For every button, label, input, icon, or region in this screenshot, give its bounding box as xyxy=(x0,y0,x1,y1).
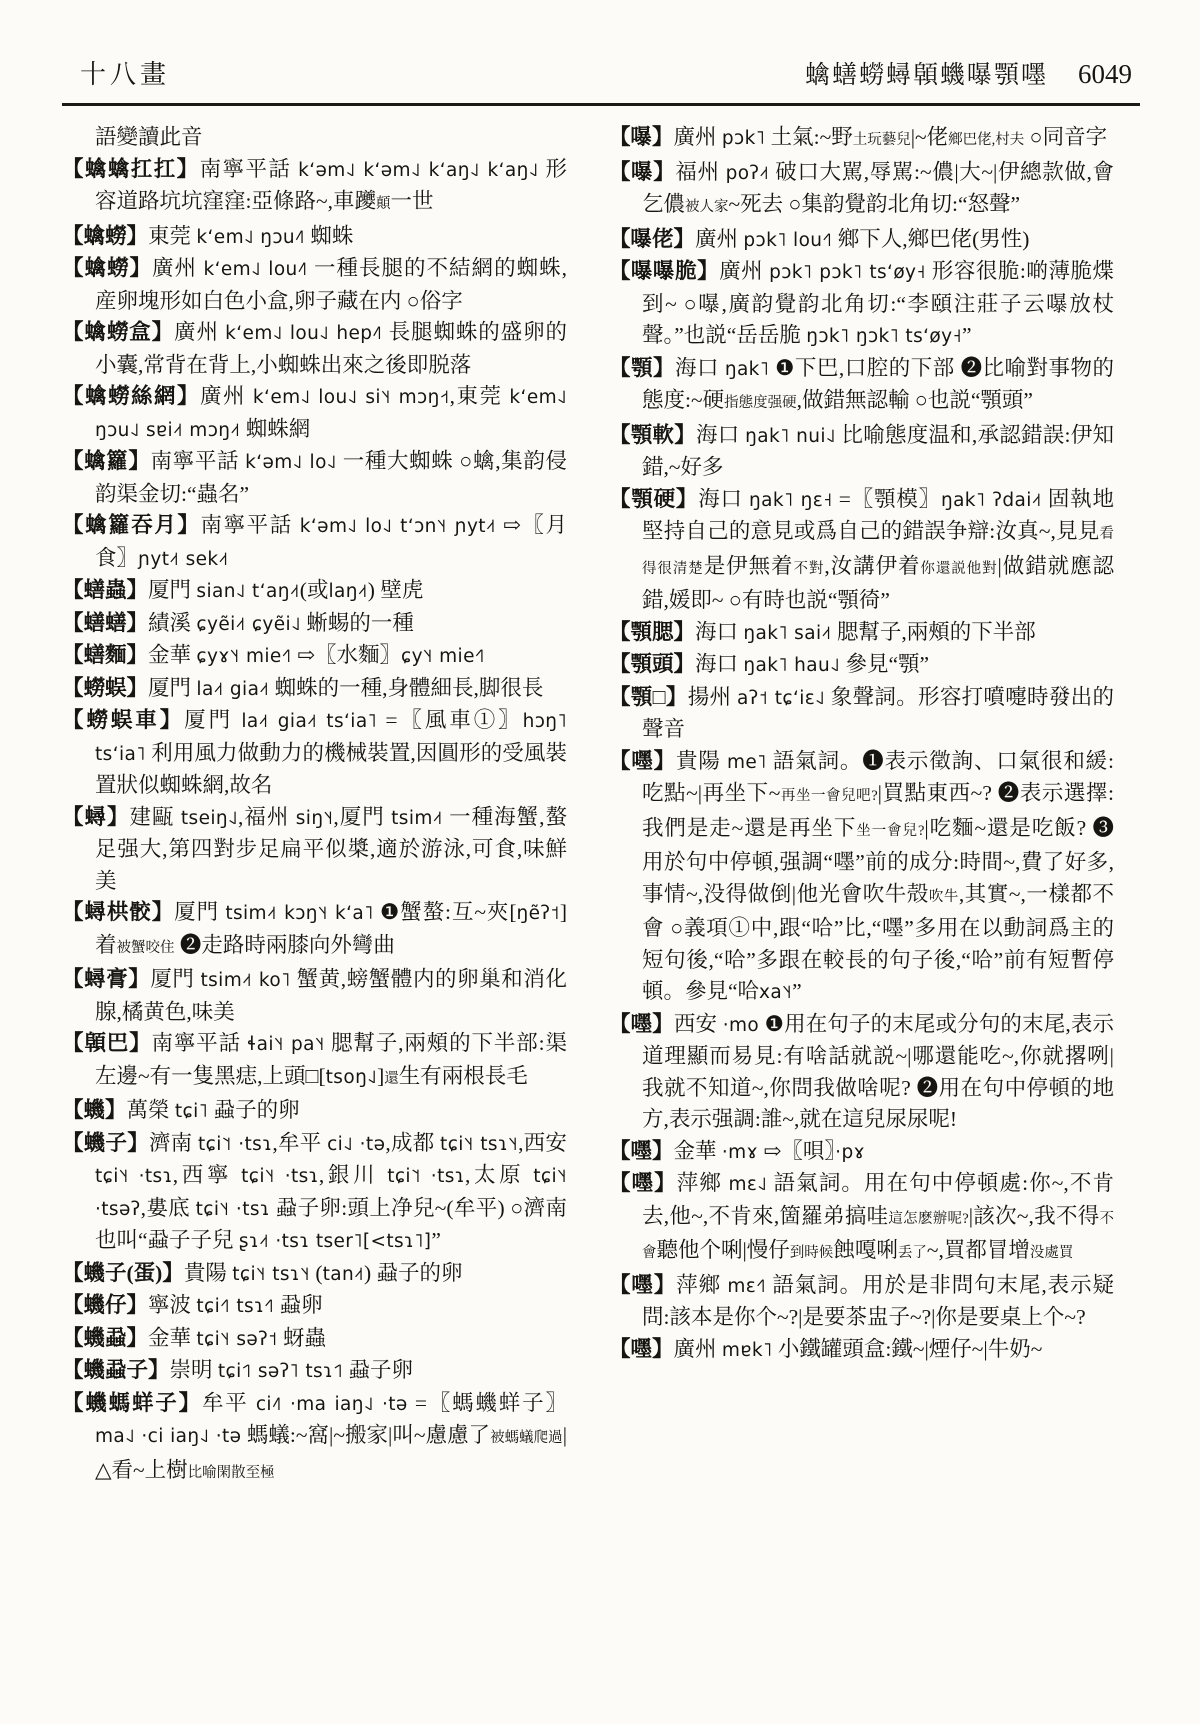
definition-text: 金華 xyxy=(148,643,197,667)
small-gloss: 再坐一會兒吧? xyxy=(780,788,878,804)
phonetic-transcription: pɔk˥ pɔk˥ tsʻøy˧ xyxy=(769,262,926,283)
entry-headword: 【蟣子(蛋)】 xyxy=(62,1260,184,1285)
definition-text: 形容道路坑坑窪窪:亞條路~,車躨 xyxy=(95,156,567,213)
definition-text: 一種長腿的不結網的蜘蛛,産卵塊形如白色小盒,卵子藏在内 ○俗字 xyxy=(95,256,567,313)
phonetic-transcription: xa˥˧ xyxy=(759,982,793,1003)
page-header xyxy=(62,54,1140,91)
dictionary-entry xyxy=(609,617,1114,650)
definition-text: 參見“顎” xyxy=(840,652,930,676)
definition-text: 長腿蜘蛛的盛卵的小囊,常背在背上,小蜘蛛出來之後即脱落 xyxy=(95,320,567,377)
definition-text: ❶下巴,口腔的下部 ❷比喻對事物的態度:~硬 xyxy=(642,355,1114,412)
definition-text: 語氣詞。用在句中停頓處:你~,不肯去,他~,不肯來,箇羅弟搞哇 xyxy=(642,1171,1114,1228)
phonetic-transcription: pɔk˥ lou˧˥ xyxy=(743,229,833,251)
dictionary-entry xyxy=(609,256,1114,353)
dictionary-entry xyxy=(609,682,1114,746)
phonetic-transcription: pɔk˥ xyxy=(721,128,766,149)
definition-text: ,做錯無認輸 ○也説“顎頭” xyxy=(796,388,1033,412)
definition-text: 鄉下人,鄉巴佬(男性) xyxy=(832,226,1030,251)
phonetic-transcription: ɕy˥˧ mie˧˥ xyxy=(401,646,485,667)
definition-text: 廣州 xyxy=(200,384,253,408)
small-gloss: 不會 xyxy=(642,1210,1115,1261)
definition-text: 蝕嘎唎 xyxy=(833,1238,898,1262)
definition-text: 寧波 xyxy=(148,1293,197,1317)
definition-text: =〖顎模〗 xyxy=(832,486,941,511)
dictionary-entry xyxy=(609,122,1114,157)
phonetic-transcription: ŋak˥ hau˨˩ xyxy=(743,655,841,676)
header-rule xyxy=(62,103,1140,106)
phonetic-transcription: kʻəm˨˩ lo˨˩ xyxy=(245,452,337,473)
columns xyxy=(62,122,1140,1489)
definition-text: ⇨〖水麵〗 xyxy=(291,643,402,667)
entry-headword: 【蠄蟧】 xyxy=(62,223,149,248)
definition-text: ,厦門 xyxy=(333,804,392,829)
phonetic-transcription: ŋak˥ ʔdai˨˦ xyxy=(940,489,1042,511)
entry-headword: 【顎軟】 xyxy=(609,422,696,447)
dictionary-entry xyxy=(62,1028,567,1095)
definition-text: ]着 xyxy=(95,900,567,957)
entry-headword: 【顎腮】 xyxy=(609,619,696,644)
entry-headword: 【蟧蜈】 xyxy=(62,675,149,700)
definition-text: 蝨子的卵 xyxy=(208,1098,300,1122)
definition-text: 福州 xyxy=(675,159,726,184)
definition-text: ❶蟹螯:互~夾[ xyxy=(373,900,517,924)
dictionary-entry xyxy=(62,1355,567,1388)
definition-text: ,汝講伊着 xyxy=(824,553,921,578)
dictionary-entry xyxy=(62,510,567,575)
phonetic-transcription: ŋak˥ nui˨˩ xyxy=(745,425,836,447)
dictionary-entry xyxy=(609,1136,1114,1169)
entry-headword: 【蟣子】 xyxy=(62,1130,149,1155)
definition-text: 厦門 xyxy=(148,675,197,700)
definition-text: 破口大駡,辱駡:~儂|大~|伊總款做,會乞儂 xyxy=(642,159,1114,216)
definition-text: 南寧平話 xyxy=(200,513,300,537)
phonetic-transcription: mɛ˧˥ xyxy=(727,1275,767,1297)
definition-text: 形容很脆:啲薄脆煠到~ ○嚗,廣韵覺韵北角切:“李頤注莊子云嚗放杖聲。”也説“岳岳脆 xyxy=(642,259,1114,347)
entry-headword: 【蠄蟧絲網】 xyxy=(62,384,201,408)
small-gloss: 坐一會兒? xyxy=(856,822,925,839)
definition-text: 語氣詞。❶表示徵詢、口氣很和緩:吃點~|再坐下~ xyxy=(642,748,1114,805)
definition-text: 海口 xyxy=(695,652,744,676)
phonetic-transcription: tsim˨˦ kɔŋ˥˧ kʻa˥ xyxy=(225,903,374,924)
dictionary-entry xyxy=(62,640,567,673)
small-gloss: 比喻閑散至極 xyxy=(187,1464,275,1481)
phonetic-transcription: tɕi˥˧ tsɿ˥˧ xyxy=(232,1263,311,1285)
small-gloss: 吹牛 xyxy=(928,888,959,905)
phonetic-transcription: kʻem˨˩ lou˨˩ hep˨˥ xyxy=(225,323,383,344)
definition-text: 廣州 xyxy=(673,125,722,149)
dictionary-entry xyxy=(62,381,567,446)
entry-headword: 【蟣蝨】 xyxy=(62,1325,149,1350)
definition-text: ,其實~,一樣都不會 ○義項①中,跟“哈”比,“嚜”多用在以動詞爲主的短句後,“哈”多跟在較長的句子後,“哈”前有短暫停頓。參見“哈 xyxy=(642,881,1115,1003)
phonetic-transcription: sian˨˩ tʻaŋ˨˦ xyxy=(196,581,300,602)
right-column xyxy=(609,122,1114,1366)
definition-text: 廣州 xyxy=(152,256,204,280)
phonetic-transcription: tɕi˥˧ tsɿ˥˧ xyxy=(440,1133,519,1155)
definition-text: 南寧平話 xyxy=(199,156,299,181)
definition-text: 貴陽 xyxy=(676,748,727,773)
dictionary-entry xyxy=(62,964,567,1028)
definition-text: ,婁底 xyxy=(140,1195,196,1220)
entry-headword: 【蟣蝨子】 xyxy=(62,1358,170,1382)
definition-text: 南寧平話 xyxy=(151,1031,248,1055)
small-gloss: 你還説他對 xyxy=(920,560,998,577)
entry-headword: 【嚜】 xyxy=(609,1336,674,1361)
phonetic-transcription: ·mɤ xyxy=(721,1141,759,1163)
phonetic-transcription: ŋak˥ xyxy=(724,358,770,380)
definition-text: 蜘蛛 xyxy=(304,223,354,248)
definition-text: 萬榮 xyxy=(126,1098,175,1122)
dictionary-entry xyxy=(62,705,567,802)
definition-text: ~,買都冒增 xyxy=(926,1238,1030,1262)
small-gloss: 看得很清楚 xyxy=(642,526,1114,577)
entry-headword: 【蟧蜈車】 xyxy=(62,708,185,732)
small-gloss: 鄉巴佬,村夫 xyxy=(948,132,1025,148)
entry-headword: 【顊巴】 xyxy=(62,1031,152,1055)
entry-headword: 【蟣仔】 xyxy=(62,1293,149,1317)
definition-text: 海口 xyxy=(695,619,744,644)
entry-headword: 【嚜】 xyxy=(609,1272,677,1297)
definition-text: ) 壁虎 xyxy=(367,578,424,602)
section-title: 十八畫 xyxy=(80,60,171,89)
entry-headword: 【蠄籮】 xyxy=(62,449,151,473)
phonetic-transcription: ʂɿ˨˦ ·tsɿ tser˥[<tsɿ˥] xyxy=(238,1231,432,1252)
definition-text: 廣州 xyxy=(174,320,226,344)
definition-text: 萍鄉 xyxy=(676,1272,728,1297)
definition-text: |~佬 xyxy=(910,125,949,149)
definition-text: 厦門 xyxy=(174,900,226,924)
definition-text: 海口 xyxy=(674,355,725,380)
phonetic-transcription: kʻem˨˩ ŋɔu˨˥ xyxy=(196,226,305,248)
definition-text: ⇨〖唄〗 xyxy=(758,1138,836,1163)
phonetic-transcription: ɕyɤ˥˧ mie˧˥ xyxy=(196,646,292,667)
definition-text: ○同音字 xyxy=(1024,125,1108,149)
phonetic-transcription: la˨˦ gia˨˦ xyxy=(196,678,270,700)
dictionary-entry xyxy=(62,154,567,221)
small-gloss: 顛 xyxy=(375,196,391,212)
definition-text: |該次~,我不得 xyxy=(968,1203,1100,1228)
definition-text: 崇明 xyxy=(169,1358,218,1382)
definition-text: 廣州 xyxy=(673,1336,722,1361)
phonetic-transcription: tɕi˥˧ səʔ˦ xyxy=(196,1328,278,1350)
header-right xyxy=(805,55,1132,91)
phonetic-transcription: kʻem˨˩ lou˨˩ si˥˧ mɔŋ˧˦ xyxy=(252,387,450,408)
definition-text: ,東莞 xyxy=(449,384,510,408)
dictionary-entry xyxy=(609,746,1114,1009)
definition-text: 腮幫子,兩頰的下半部 xyxy=(831,619,1036,644)
small-gloss: 不對 xyxy=(793,560,825,577)
definition-text: 是伊無着 xyxy=(703,553,794,578)
dictionary-entry xyxy=(609,157,1114,224)
definition-text: 西安 xyxy=(673,1011,723,1036)
definition-text: ,西寧 xyxy=(172,1163,242,1187)
phonetic-transcription: ma˨˩ ·ci iaŋ˨˩ ·tə xyxy=(95,1426,242,1447)
definition-text: 厦門 xyxy=(148,578,197,602)
entry-headword: 【蟮麵】 xyxy=(62,643,149,667)
definition-text: 厦門 xyxy=(150,967,201,991)
definition-text: 金華 xyxy=(148,1325,197,1350)
definition-text: 厦門 xyxy=(184,708,242,732)
phonetic-transcription: tɕi˥˧ ·tsɿ xyxy=(95,1166,173,1187)
entry-headword: 【蟮蟮】 xyxy=(62,610,149,635)
phonetic-transcription: tsim˨˦ ko˥ xyxy=(200,970,291,991)
definition-text: |吃麵~還是吃飯? ❸用於句中停頓,强調“嚜”前的成分:時間~,費了好多,事情~,没得做倒|他光會吹牛殻 xyxy=(642,815,1115,906)
entry-headword: 【蠄蟧】 xyxy=(62,256,153,280)
phonetic-transcription: kʻem˨˩ lou˨˥ xyxy=(203,259,308,280)
definition-text: 建甌 xyxy=(129,804,181,829)
small-gloss: 丢了 xyxy=(897,1245,927,1261)
phonetic-transcription: ŋɔk˥ ŋɔk˥ tsʻøy˧ xyxy=(806,326,962,347)
definition-text: ” xyxy=(431,1228,441,1252)
dictionary-entry xyxy=(62,1128,567,1258)
phonetic-transcription: mɛ˨˩ xyxy=(728,1174,768,1195)
definition-text: 東莞 xyxy=(148,223,197,248)
dictionary-entry xyxy=(62,897,567,964)
definition-text: ⇨〖月食〗 xyxy=(95,513,567,570)
phonetic-transcription: ·pɤ xyxy=(835,1141,866,1163)
definition-text: 利用風力做動力的機械裝置,因圓形的受風裝置狀似蜘蛛網,故名 xyxy=(95,740,567,797)
definition-text: 腮幫子,兩頰的下半部:渠左邊~有一隻黑痣,上頭□[ xyxy=(95,1031,567,1088)
phonetic-transcription: hɔŋ˥ tsʻia˥ xyxy=(95,711,567,765)
entry-headword: 【顎】 xyxy=(609,355,675,380)
dictionary-entry xyxy=(62,253,567,317)
phonetic-transcription: kʻəm˨˩ kʻəm˨˩ kʻaŋ˨˩ kʻaŋ˨˩ xyxy=(298,159,539,181)
definition-text: =〖螞蟣蛘子〗 xyxy=(407,1390,567,1415)
definition-text: ,西安 xyxy=(518,1130,567,1155)
phonetic-transcription: kʻəm˨˩ lo˨˩ tʻɔn˥˧ ɲyt˨˦ xyxy=(299,516,496,537)
entry-headword: 【蠄蟧盒】 xyxy=(62,320,175,344)
phonetic-transcription: ci˨˥ ·ma iaŋ˨˩ ·tə xyxy=(255,1393,408,1415)
phonetic-transcription: ·mo xyxy=(722,1014,760,1036)
phonetic-transcription: tɕi˥˧ ·tsɿ xyxy=(195,1198,271,1220)
dictionary-entry xyxy=(62,122,567,154)
entry-headword: 【蟳膏】 xyxy=(62,967,151,991)
phonetic-transcription: tɕi˥˧ ·tsəʔ xyxy=(95,1166,567,1220)
entry-headword: 【顎頭】 xyxy=(609,652,696,676)
dictionary-entry xyxy=(62,1095,567,1128)
definition-text: 語氣詞。用於是非問句末尾,表示疑問:該本是你个~?|是要茶盅子~?|你是要桌上个~? xyxy=(642,1272,1114,1329)
left-column xyxy=(62,122,567,1489)
definition-text: 貴陽 xyxy=(183,1260,233,1285)
entry-headword: 【嚗】 xyxy=(609,159,676,184)
small-gloss: 被人家 xyxy=(685,199,729,215)
definition-text: =〖風車①〗 xyxy=(377,708,523,732)
phonetic-transcription: ci˨˩ ·tə xyxy=(327,1133,386,1155)
definition-text: 蚜蟲 xyxy=(277,1325,326,1350)
definition-text: 比喻態度温和,承認錯誤:伊知錯,~好多 xyxy=(642,422,1114,479)
entry-headword: 【蟮蟲】 xyxy=(62,578,149,602)
definition-text: 績溪 xyxy=(148,610,197,635)
dictionary-entry xyxy=(62,1323,567,1356)
entry-headword: 【蠄籮吞月】 xyxy=(62,513,201,537)
phonetic-transcription: tseiŋ˨˩ xyxy=(180,807,238,829)
phonetic-transcription: ŋak˥ sai˨˦ xyxy=(743,622,832,644)
entry-headword: 【嚜】 xyxy=(609,1011,674,1036)
dictionary-entry xyxy=(609,1168,1114,1270)
phonetic-transcription: tɕi˥˦ ·tsɿ xyxy=(387,1166,465,1187)
small-gloss: 被螞蟻爬過 xyxy=(490,1430,563,1446)
small-gloss: 還 xyxy=(384,1070,399,1087)
phonetic-transcription: poʔ˨˦ xyxy=(725,162,770,184)
definition-text: 牟平 xyxy=(201,1390,256,1415)
small-gloss: 指態度强硬 xyxy=(724,395,797,411)
phonetic-transcription: kʻem˨˩ ŋɔu˨˩ sɐi˨˦ mɔŋ˨˦ xyxy=(95,387,567,441)
dictionary-entry xyxy=(609,224,1114,257)
dictionary-entry xyxy=(609,649,1114,682)
dictionary-entry xyxy=(609,353,1114,420)
phonetic-transcription: tan˨˦ xyxy=(322,1263,365,1285)
definition-text: 廣州 xyxy=(695,226,744,251)
definition-text: 小鐵罐頭盒:鐵~|煙仔~|牛奶~ xyxy=(772,1336,1043,1361)
phonetic-transcription: siŋ˥˧ xyxy=(295,807,334,829)
definition-text: 固執地堅持自己的意見或爲自己的錯誤争辯:汝真~,見見 xyxy=(642,486,1114,543)
dictionary-entry xyxy=(62,221,567,254)
phonetic-transcription: ɬai˥˧ pa˥˧ xyxy=(247,1034,325,1055)
dictionary-entry xyxy=(62,608,567,641)
small-gloss: 到時候 xyxy=(789,1245,834,1261)
definition-text: ,牟平 xyxy=(272,1130,328,1155)
phonetic-transcription: laŋ˨˦ xyxy=(328,581,368,602)
definition-text: ” xyxy=(792,979,802,1003)
definition-text: 聽他个唎|慢仔 xyxy=(656,1238,790,1262)
definition-text: 螞蟻:~窩|~搬家|叫~慮慮了 xyxy=(241,1423,491,1447)
phonetic-transcription: tɕi˥˦ ·tsɿ xyxy=(198,1133,273,1155)
phonetic-transcription: tɕi˥˧ ·tsɿ xyxy=(241,1166,319,1187)
definition-text: ) 蝨子的卵 xyxy=(364,1260,463,1285)
definition-text: 土氣:~野 xyxy=(765,125,853,149)
definition-text: ,太原 xyxy=(464,1163,534,1187)
definition-text: 海口 xyxy=(698,486,749,511)
phonetic-transcription: aʔ˦ tɕʻiɛ˨˩ xyxy=(737,687,826,709)
small-gloss: 這怎麽辦呢? xyxy=(888,1210,969,1227)
dictionary-entry xyxy=(62,1388,567,1490)
definition-text: 蜘蛛網 xyxy=(240,416,311,441)
dictionary-entry xyxy=(62,317,567,381)
phonetic-transcription: ɲyt˨˦ sek˨˦ xyxy=(138,548,229,570)
entry-headword: 【蟣螞蛘子】 xyxy=(62,1390,202,1415)
definition-text: 象聲詞。形容打噴嚏時發出的聲音 xyxy=(642,684,1114,741)
entry-headword: 【蠄蠄扛扛】 xyxy=(62,156,200,181)
entry-headword: 【蟣】 xyxy=(62,1098,127,1122)
dictionary-entry xyxy=(609,1270,1114,1334)
entry-headword: 【嚗】 xyxy=(609,125,674,149)
entry-headword: 【顎硬】 xyxy=(609,486,699,511)
dictionary-entry xyxy=(609,420,1114,484)
running-head: 蠄蟮蟧蟳顊蟣嚗顎嚜 xyxy=(804,62,1048,89)
phonetic-transcription: me˥ xyxy=(726,751,767,773)
definition-text: |做錯就應認錯,媛即~ ○有時也説“顎徛” xyxy=(642,553,1115,612)
definition-text: ~死去 ○集韵覺韵北角切:“怒聲” xyxy=(728,192,1021,216)
definition-text: 揚州 xyxy=(687,684,738,709)
definition-text: ❷走路時兩膝向外彎曲 xyxy=(174,932,395,957)
phonetic-transcription: tsim˨˦ xyxy=(391,807,443,829)
definition-text: 廣州 xyxy=(719,259,770,283)
definition-text: ,成都 xyxy=(385,1130,441,1155)
phonetic-transcription: tɕi˦˥ səʔ˥ tsɿ˦˥ xyxy=(217,1361,344,1382)
definition-text: 生有兩根長毛 xyxy=(398,1063,528,1088)
definition-text: ” xyxy=(962,323,972,347)
definition-text: |買點東西~? ❷表示選擇:我們是走~還是再坐下 xyxy=(642,781,1114,840)
small-gloss: 土玩藝兒 xyxy=(852,132,911,148)
definition-text: 蟹黄,螃蟹體内的卵巢和消化腺,橘黄色,味美 xyxy=(95,967,567,1024)
definition-text: |△看~上樹 xyxy=(95,1423,567,1482)
entry-headword: 【嚗嚗脆】 xyxy=(609,259,720,283)
definition-text: ❶用在句子的末尾或分句的末尾,表示道理顯而易見:有啥話就説~|哪還能吃~,你就撂咧|我就不知道~,你問我做啥呢? ❷用在句中停頓的地方,表示强調:誰~,就在這兒尿尿呢! xyxy=(642,1011,1114,1131)
dictionary-entry xyxy=(609,1334,1114,1367)
definition-text: 南寧平話 xyxy=(150,449,246,473)
phonetic-transcription: la˨˦ gia˨˦ tsʻia˥ xyxy=(241,711,378,732)
dictionary-entry xyxy=(62,446,567,510)
entry-headword: 【嚗佬】 xyxy=(609,226,696,251)
page-number: 6049 xyxy=(1078,59,1132,89)
definition-text: (或 xyxy=(299,578,329,602)
definition-text: ,福州 xyxy=(237,804,296,829)
definition-text: 海口 xyxy=(695,422,746,447)
entry-headword: 【顎□】 xyxy=(609,684,688,709)
phonetic-transcription: tsoŋ˨˩ xyxy=(325,1066,378,1088)
entry-headword: 【蟳栱骹】 xyxy=(62,900,175,924)
definition-text: 一種大蜘蛛 ○蠄,集韵侵韵渠金切:“蟲名” xyxy=(95,449,567,506)
phonetic-transcription: tɕi˧˥ tsɿ˧˥ xyxy=(196,1296,275,1317)
definition-text: ( xyxy=(310,1260,323,1285)
dictionary-entry xyxy=(62,1290,567,1323)
definition-text: 一世 xyxy=(390,189,434,213)
dictionary-entry xyxy=(62,575,567,608)
definition-text: ] xyxy=(377,1063,385,1088)
definition-text: 語變讀此音 xyxy=(95,125,203,149)
entry-headword: 【嚜】 xyxy=(609,1171,677,1195)
definition-text: 萍鄉 xyxy=(676,1171,729,1195)
entry-headword: 【嚜】 xyxy=(609,1138,674,1163)
entry-headword: 【嚜】 xyxy=(609,748,677,773)
phonetic-transcription: mɐk˥ xyxy=(721,1339,773,1361)
dictionary-entry xyxy=(62,802,567,898)
dictionary-entry xyxy=(62,673,567,706)
definition-text: 一種海蟹,螯足强大,第四對步足扁平似槳,適於游泳,可食,味鮮美 xyxy=(95,804,567,893)
phonetic-transcription: tɕi˥ xyxy=(174,1101,209,1122)
phonetic-transcription: ɕyẽi˨˦ ɕyẽi˨˩ xyxy=(196,613,302,635)
definition-text: 蝨卵 xyxy=(274,1293,323,1317)
definition-text: ,銀川 xyxy=(318,1163,388,1187)
definition-text: 金華 xyxy=(673,1138,722,1163)
definition-text: 蜥蜴的一種 xyxy=(301,610,414,635)
dictionary-entry xyxy=(609,484,1114,617)
entry-headword: 【蟳】 xyxy=(62,804,130,829)
small-gloss: 被蟹咬住 xyxy=(116,939,175,956)
definition-text: 蝨子卵 xyxy=(343,1358,414,1382)
dictionary-entry xyxy=(609,1009,1114,1136)
small-gloss: 没處買 xyxy=(1029,1245,1074,1261)
dictionary-entry xyxy=(62,1258,567,1291)
phonetic-transcription: ŋak˥ ŋɛ˧ xyxy=(748,489,833,511)
definition-text: 濟南 xyxy=(148,1130,199,1155)
phonetic-transcription: ŋẽʔ˦ xyxy=(516,903,560,924)
definition-text: 蝨子卵:頭上净兒~(牟平) ○濟南也叫“蝨子子兒 xyxy=(95,1195,567,1252)
definition-text: 蜘蛛的一種,身體細長,脚很長 xyxy=(269,675,544,700)
